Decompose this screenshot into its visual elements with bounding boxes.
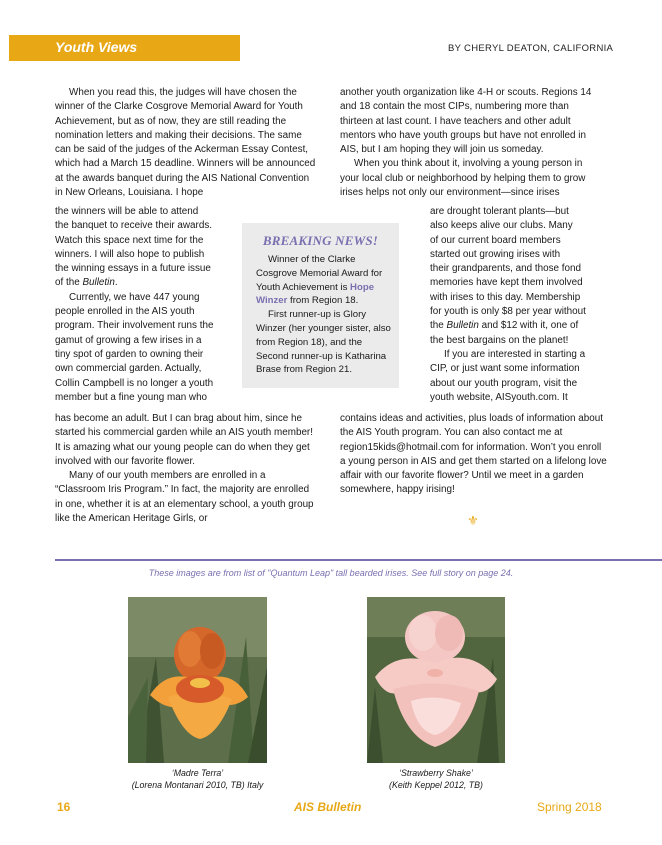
text: from Region 18. [287,295,359,307]
paragraph: another youth organization like 4-H or scouts. Regions 14 and 18 contain the most CIPs, numbering more than thirteen at last count. I have teachers and other adult mentors who have youth groups but have not enrolled in AIS, but I am hoping they will join us someday. [340,87,592,156]
paragraph-line: are drought tolerant plants—but [430,206,569,217]
breaking-news-sidebar [242,223,399,388]
paragraph-line: tiny spot of garden to owning their [55,348,204,360]
strawberry-shake-photo [367,597,505,763]
madre-terra-photo [128,597,267,763]
section-tab [9,35,240,61]
byline: BY CHERYL DEATON, CALIFORNIA [448,43,614,54]
article-right-column [340,86,604,200]
paragraph-line: the best bargains on the planet! [430,334,569,346]
photos-intro-caption: These images are from list of "Quantum Leap" tall bearded irises. See full story on page 24. [148,568,514,578]
sidebar-title: BREAKING NEWS! [262,233,379,248]
paragraph-line: the winners will be able to attend [55,206,199,217]
paragraph-line: people enrolled in the AIS youth [55,306,195,318]
text: of the [55,277,83,289]
issue-date: Spring 2018 [537,800,602,814]
winner-name: Hope Winzer [256,281,375,307]
text: and $12 with it, one of [478,320,579,332]
paragraph: Many of our youth members are enrolled in a “Classroom Iris Program.” In fact, the majority are enrolled in one, whether it is at an elementary school, a youth group like the American Heritage Girls, or [55,470,314,525]
paragraph-line: gamut of growing a few irises in a [55,334,202,346]
bulletin-italic: Bulletin [82,277,115,289]
photo-title: ‘Strawberry Shake’ [399,768,473,778]
paragraph-line: member but a fine young man who [55,391,208,403]
paragraph-line: Watch this space next time for the [55,234,204,246]
paragraph-line: with irises to this day. Membership [430,291,581,303]
photo-credit: (Lorena Montanari 2010, TB) Italy [131,779,264,790]
paragraph-line: memories have kept them involved [430,277,583,289]
paragraph-line: own commercial garden. Actually, [55,363,202,375]
paragraph-line: also keeps alive our clubs. Many [430,220,573,232]
paragraph-line: their grandparents, and those fond [430,263,581,275]
photo-credit: (Keith Keppel 2012, TB) [389,779,483,790]
paragraph-line: for youth is only $8 per year without [430,306,586,318]
paragraph-line: the banquet to receive their awards. [55,220,212,232]
bulletin-italic: Bulletin [446,320,479,332]
paragraph-line: about our youth program, visit the [430,377,578,389]
text: . [114,277,118,289]
paragraph-line [55,276,240,290]
sidebar-body [242,253,399,377]
publication-name: AIS Bulletin [294,800,362,814]
paragraph-line: of our current board members [430,234,561,246]
paragraph-line [430,319,608,333]
article-right-lower [340,412,608,498]
paragraph: When you think about it, involving a young person in your local club or neighborhood by helping them to grow irises helps not only our environment—since irises [340,158,586,199]
article-right-wrap [430,205,608,405]
paragraph-line: CIP, or just want some information [430,363,580,375]
madre-terra-caption [118,768,277,791]
article-left-column [55,86,317,200]
paragraph: When you read this, the judges will have chosen the winner of the Clarke Cosgrove Memorial Award for Youth Achievement, but as of now, they are still reading the nomination letters and making their decisions. The same can be said of the judges of the Ackerman Essay Contest, which had a March 15 deadline. Winners will be announced at the awards banquet during the AIS National Convention in New Orleans, Louisiana. I hope [55,87,316,199]
paragraph-line: the winning essays in a future issue [55,263,211,275]
strawberry-shake-caption [356,768,516,791]
paragraph-line: Collin Campbell is no longer a youth [55,377,214,389]
photo-title: ‘Madre Terra’ [171,768,224,778]
article-left-wrap [55,205,240,405]
divider-rule [55,559,662,561]
sidebar-paragraph: First runner-up is Glory Winzer (her younger sister, also from Region 18), and the Second runner-up is Katharina Brase from Region 21. [256,309,391,376]
section-label: Youth Views [55,39,138,55]
paragraph: has become an adult. But I can brag about him, since he started his commercial garden while an AIS youth member! It is amazing what our young people can do when they get involved with our favorite flower. [55,413,313,467]
article-left-lower [55,412,317,526]
fleur-de-lis-icon: ⚜ [467,513,479,528]
sidebar-paragraph [256,253,391,308]
text: the [430,320,447,332]
paragraph-line: program. Their involvement runs the [55,320,214,332]
paragraph: contains ideas and activities, plus loads of information about the AIS Youth program. You can also contact me at region15kids@hotmail.com for information. Won’t you enroll a young person in AIS and get them started on a lifelong love affair with our favorite flower? Until we meet in a garden somewhere, happy irising! [340,413,607,496]
paragraph-line: started out growing irises with [430,248,561,260]
page-number: 16 [57,800,71,814]
paragraph-line: Currently, we have 447 young [69,291,200,303]
text: Winner of the Clarke Cosgrove Memorial Award for Youth Achievement is [256,254,383,293]
paragraph-line: If you are interested in starting a [444,348,586,360]
paragraph-line: winners. I will also hope to publish [55,248,205,260]
paragraph-line: youth website, AISyouth.com. It [430,391,568,403]
